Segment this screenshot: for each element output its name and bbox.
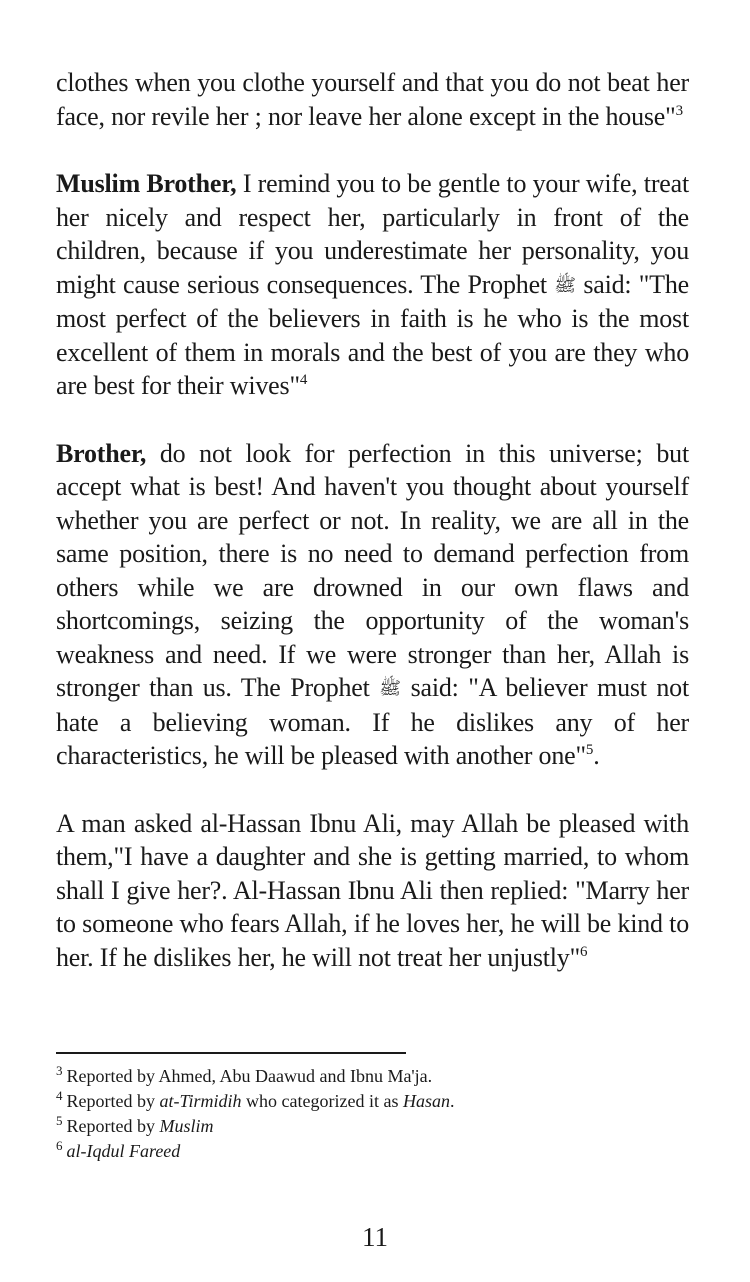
footnote-number: 3 <box>56 1063 63 1078</box>
footnote-text: Reported by <box>66 1116 160 1136</box>
footnote-italic: al-Iqdul Fareed <box>66 1141 181 1161</box>
paragraph-1 <box>56 66 689 133</box>
paragraph-2 <box>56 167 689 403</box>
footnote-ref[interactable]: 5 <box>585 742 594 758</box>
trailing-punct: . <box>593 741 600 770</box>
paragraph-text: A man asked al-Hassan Ibnu Ali, may Allah be pleased with them,"I have a daughter and she is getting married, to whom shall I give her?. Al-Hassan Ibnu Ali then replied: "Marry her to someone who fears Allah, if he loves her, he will be kind to her. If he dislikes her, he will not treat her unjustly" <box>56 808 689 972</box>
footnote-4 <box>56 1089 656 1114</box>
salawat-symbol-icon: ﷺ <box>554 274 577 295</box>
lead-bold: Brother, <box>56 438 147 468</box>
footnote-number: 4 <box>56 1088 63 1103</box>
footnote-italic: Muslim <box>159 1116 214 1136</box>
paragraph-text: said: "A believer must not hate a believing woman. If he dislikes any of her characteristics, he will be pleased with another one" <box>56 673 689 770</box>
paragraph-text: clothes when you clothe yourself and that you do not beat her face, nor revile her ; nor leave her alone except in the house" <box>56 68 689 131</box>
footnote-divider <box>56 1052 406 1054</box>
paragraph-4 <box>56 807 689 975</box>
footnote-ref[interactable]: 4 <box>299 372 308 388</box>
footnote-text: Reported by <box>66 1091 160 1111</box>
footnote-3 <box>56 1064 656 1089</box>
footnote-text: . <box>449 1091 455 1111</box>
footnote-ref[interactable]: 6 <box>580 943 588 960</box>
footnotes <box>56 1064 656 1164</box>
paragraph-text: do not look for perfection in this universe; but accept what is best! And haven't you thought about yourself whether you are perfect or not. In reality, we are all in the same position, there is no need to demand perfection from others while we are drowned in our own flaws and shortcomings, seizing the opportunity of the woman's weakness and need. If we were stronger than her, Allah is stronger than us. The Prophet <box>56 438 689 702</box>
paragraph-text: said: "The most perfect of the believers in faith is he who is the most excellent of them in morals and the best of you are they who are best for their wives" <box>56 269 689 400</box>
footnote-ref[interactable]: 3 <box>675 102 683 119</box>
paragraph-3 <box>56 437 689 773</box>
lead-bold: Muslim Brother, <box>56 169 237 198</box>
footnote-6 <box>56 1139 656 1164</box>
footnote-italic: Hasan <box>402 1091 450 1111</box>
page-body <box>56 66 689 1008</box>
footnote-5 <box>56 1114 656 1139</box>
footnote-text: Reported by Ahmed, Abu Daawud and Ibnu Ma'ja. <box>66 1066 433 1086</box>
footnote-text: who categorized it as <box>241 1091 403 1111</box>
footnote-italic: at-Tirmidih <box>159 1091 242 1111</box>
footnote-number: 5 <box>56 1113 63 1128</box>
salawat-symbol-icon: ﷺ <box>379 678 401 698</box>
paragraph-text: I remind you to be gentle to your wife, treat her nicely and respect her, particularly in front of the children, because if you underestimate her personality, you might cause serious consequences. The Prophet <box>56 169 689 299</box>
page-number: 11 <box>362 1222 388 1252</box>
footnote-number: 6 <box>56 1138 63 1153</box>
